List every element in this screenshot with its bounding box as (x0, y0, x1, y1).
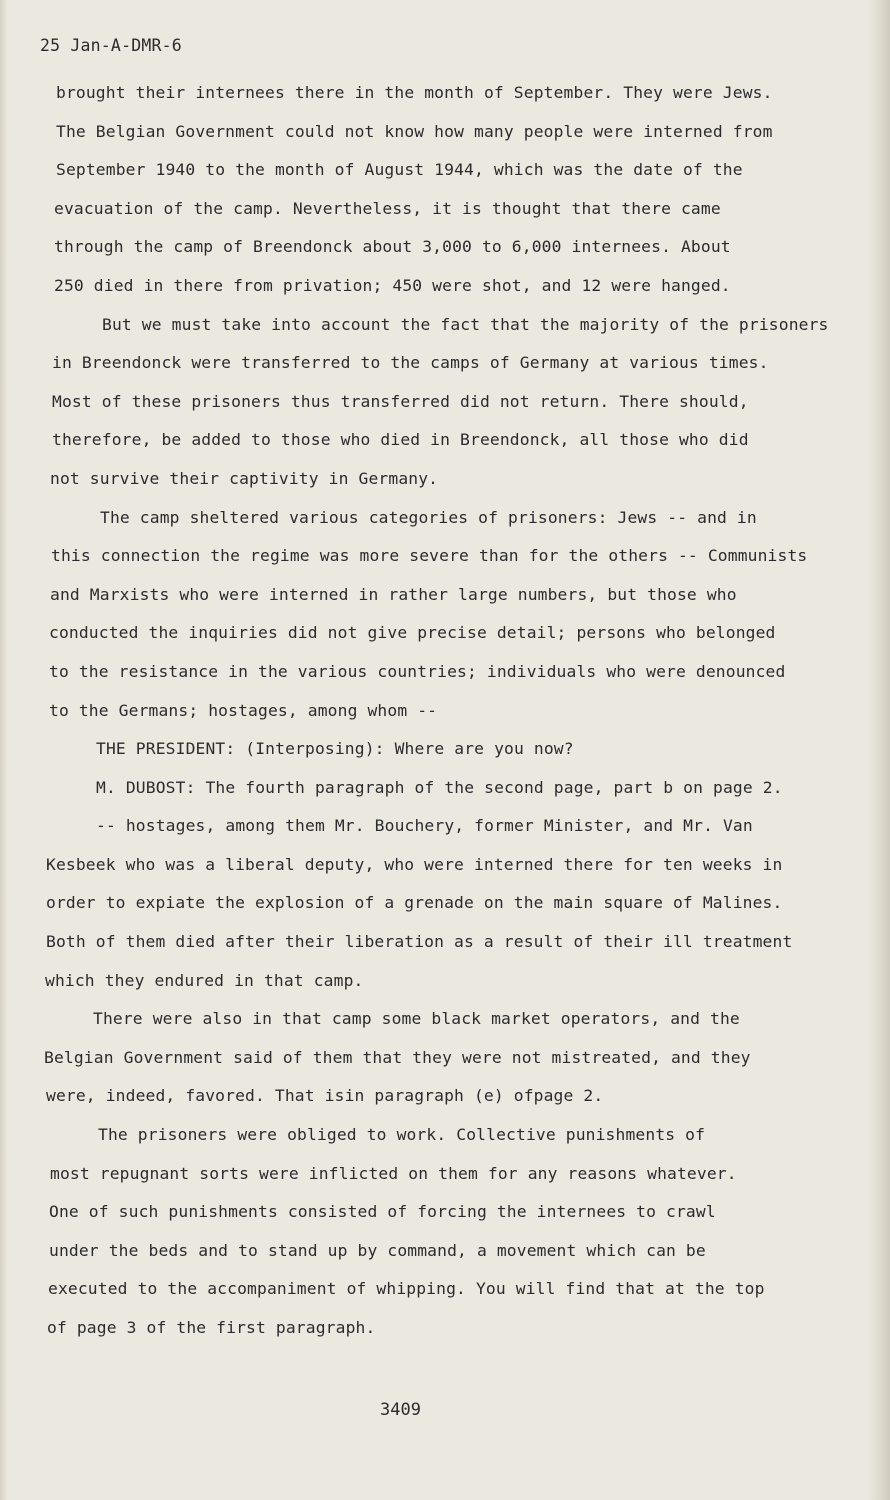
text-line: in Breendonck were transferred to the camps of Germany at various times. (52, 353, 769, 373)
text-line: this connection the regime was more severe than for the others -- Communists (51, 546, 808, 566)
text-line: not survive their captivity in Germany. (50, 468, 439, 488)
text-line: THE PRESIDENT: (Interposing): Where are you now? (96, 739, 574, 759)
document-body (44, 74, 829, 1348)
text-line: to the resistance in the various countries; individuals who were denounced (49, 661, 786, 681)
text-line: through the camp of Breendonck about 3,000 to 6,000 internees. About (54, 237, 731, 257)
text-line: 250 died in there from privation; 450 were shot, and 12 were hanged. (54, 275, 731, 295)
text-line: There were also in that camp some black market operators, and the (93, 1009, 740, 1029)
text-line: The camp sheltered various categories of prisoners: Jews -- and in (100, 507, 757, 527)
text-line: -- hostages, among them Mr. Bouchery, former Minister, and Mr. Van (96, 816, 753, 836)
text-line: of page 3 of the first paragraph. (47, 1318, 376, 1337)
text-line: September 1940 to the month of August 1944, which was the date of the (56, 160, 743, 180)
text-line: M. DUBOST: The fourth paragraph of the second page, part b on page 2. (96, 777, 783, 797)
text-line: evacuation of the camp. Nevertheless, it is thought that there came (54, 198, 721, 218)
text-line: Kesbeek who was a liberal deputy, who were interned there for ten weeks in (46, 854, 783, 874)
text-line: which they endured in that camp. (45, 970, 364, 990)
text-line: One of such punishments consisted of forcing the internees to crawl (49, 1202, 716, 1222)
text-line: brought their internees there in the month of September. They were Jews. (56, 83, 773, 102)
text-line: conducted the inquiries did not give precise detail; persons who belonged (49, 623, 776, 643)
text-line: Most of these prisoners thus transferred did not return. There should, (52, 391, 749, 411)
text-line: executed to the accompaniment of whipping. You will find that at the top (48, 1279, 765, 1299)
text-line: under the beds and to stand up by command, a movement which can be (49, 1240, 706, 1260)
page-number: 3409 (380, 1400, 421, 1420)
document-header: 25 Jan-A-DMR-6 (40, 36, 182, 55)
text-line: to the Germans; hostages, among whom -- (49, 700, 438, 720)
text-line: order to expiate the explosion of a grenade on the main square of Malines. (46, 893, 783, 913)
text-line: were, indeed, favored. That isin paragraph (e) ofpage 2. (46, 1086, 604, 1106)
text-line: The prisoners were obliged to work. Collective punishments of (98, 1125, 706, 1145)
text-line: and Marxists who were interned in rather large numbers, but those who (50, 584, 737, 604)
text-line: The Belgian Government could not know how many people were interned from (56, 121, 773, 141)
text-line: But we must take into account the fact that the majority of the prisoners (102, 314, 829, 334)
text-line: most repugnant sorts were inflicted on them for any reasons whatever. (50, 1163, 737, 1183)
text-line: Both of them died after their liberation as a result of their ill treatment (46, 932, 793, 952)
text-line: Belgian Government said of them that they were not mistreated, and they (44, 1047, 751, 1067)
text-line: therefore, be added to those who died in Breendonck, all those who did (52, 430, 749, 450)
